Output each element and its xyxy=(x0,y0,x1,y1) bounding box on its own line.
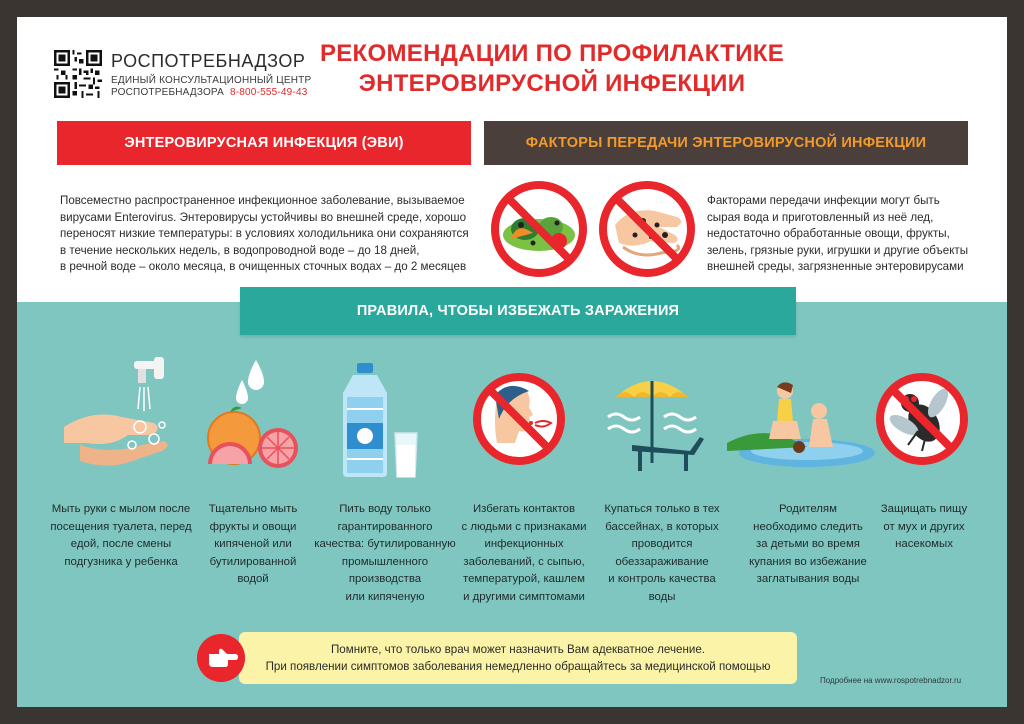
hand-washing-icon xyxy=(62,347,180,477)
pointing-hand-icon xyxy=(197,634,245,682)
rule-caption-children-swimming xyxy=(735,501,881,589)
caption-line: бассейнах, в которых xyxy=(605,520,719,533)
evi-line: в речной воде – около месяца, в очищенных сточных водах – до 2 месяцев xyxy=(60,260,467,274)
caption-line: кипяченой или xyxy=(214,538,292,551)
caption-line: промышленного xyxy=(341,555,429,568)
notice-line2: При появлении симптомов заболевания немедленно обращайтесь за медицинской помощью xyxy=(265,660,771,673)
rule-caption-fruit-washing xyxy=(189,501,317,589)
bottled-water-icon xyxy=(335,361,435,479)
fruit-washing-icon xyxy=(202,352,302,482)
factors-line: зелень, грязные руки, игрушки и другие объекты xyxy=(707,243,969,257)
caption-line: посещения туалета, перед xyxy=(50,520,192,533)
caption-line: Мыть руки с мылом после xyxy=(51,503,191,515)
no-sick-contact-icon xyxy=(469,369,569,469)
org-subtitle-line2: РОСПОТРЕБНАДЗОРА xyxy=(111,87,224,98)
caption-line: фрукты и овощи xyxy=(209,520,297,533)
caption-line: с людьми с признаками xyxy=(461,520,587,533)
caption-line: температурой, кашлем xyxy=(463,573,585,586)
evi-line: переносят низкие температуры: в условиях холодильника они сохраняются xyxy=(60,227,469,241)
pool-icon xyxy=(602,367,720,482)
caption-line: подгузника у ребенка xyxy=(64,555,178,568)
no-dirty-vegetables-icon xyxy=(487,177,591,281)
no-flies-icon xyxy=(872,369,972,469)
caption-line: Купаться только в тех xyxy=(604,503,720,515)
caption-line: инфекционных xyxy=(484,538,564,551)
caption-line: Тщательно мыть xyxy=(208,503,298,515)
caption-line: от мух и других xyxy=(883,520,965,533)
doctor-notice xyxy=(239,632,797,684)
factors-line: Факторами передачи инфекции могут быть xyxy=(707,194,940,207)
caption-line: Защищать пищу xyxy=(880,503,968,515)
evi-line: в течение нескольких недель, в водопроводной воде – до 18 дней, xyxy=(60,243,420,257)
caption-line: заглатывания воды xyxy=(756,573,860,586)
caption-line: и контроль качества xyxy=(608,573,716,586)
rule-caption-flies xyxy=(867,501,981,554)
caption-line: насекомых xyxy=(895,538,953,551)
rule-caption-hand-washing xyxy=(32,501,210,571)
caption-line: Родителям xyxy=(779,503,837,515)
factors-line: недостаточно обработанные овощи, фрукты, xyxy=(707,227,950,241)
page-title-line1: РЕКОМЕНДАЦИИ ПО ПРОФИЛАКТИКЕ xyxy=(319,40,785,67)
org-subtitle xyxy=(111,75,311,99)
page-title-line2: ЭНТЕРОВИРУСНОЙ ИНФЕКЦИИ xyxy=(358,70,746,97)
caption-line: едой, после смены xyxy=(70,538,172,551)
caption-line: водой xyxy=(237,573,269,586)
caption-line: Пить воду только xyxy=(339,503,431,515)
section-title-evi: ЭНТЕРОВИРУСНАЯ ИНФЕКЦИЯ (ЭВИ) xyxy=(57,121,471,165)
factors-description xyxy=(707,193,977,276)
caption-line: необходимо следить xyxy=(753,520,863,533)
more-info-link[interactable]: Подробнее на www.rospotrebnadzor.ru xyxy=(820,676,962,685)
rule-caption-avoid-contact xyxy=(449,501,599,607)
caption-line: Избегать контактов xyxy=(472,503,576,515)
factors-line: сырая вода и приготовленный из неё лед, xyxy=(707,210,934,224)
rule-caption-pool xyxy=(589,501,735,607)
caption-line: бутилированной xyxy=(209,555,297,568)
notice-line1: Помните, что только врач может назначить Вам адекватное лечение. xyxy=(330,643,706,656)
qr-code-icon xyxy=(54,50,102,98)
caption-line: производства xyxy=(348,573,422,586)
section-title-rules: ПРАВИЛА, ЧТОБЫ ИЗБЕЖАТЬ ЗАРАЖЕНИЯ xyxy=(240,287,796,335)
caption-line: обеззараживание xyxy=(615,555,709,568)
caption-line: качества: бутилированную xyxy=(314,538,456,551)
caption-line: проводится xyxy=(631,538,693,551)
caption-line: гарантированного xyxy=(337,520,433,533)
caption-line: и другими симптомами xyxy=(463,590,585,603)
no-dirty-hands-icon xyxy=(595,177,699,281)
poster xyxy=(17,17,1007,707)
caption-line: или кипяченую xyxy=(345,590,425,603)
factors-line: внешней среды, загрязненные энтеровирусами xyxy=(707,260,964,274)
org-name: РОСПОТРЕБНАДЗОР xyxy=(111,51,306,71)
org-subtitle-line1: ЕДИНЫЙ КОНСУЛЬТАЦИОННЫЙ ЦЕНТР xyxy=(111,75,312,86)
caption-line: заболеваний, с сыпью, xyxy=(463,555,585,568)
evi-description xyxy=(60,193,480,276)
caption-line: воды xyxy=(648,590,676,603)
page-title xyxy=(317,39,787,99)
hotline-phone: 8-800-555-49-43 xyxy=(229,87,308,98)
rule-caption-bottled-water xyxy=(310,501,460,607)
caption-line: за детьми во время xyxy=(756,538,860,551)
section-title-factors: ФАКТОРЫ ПЕРЕДАЧИ ЭНТЕРОВИРУСНОЙ ИНФЕКЦИИ xyxy=(484,121,968,165)
evi-line: Повсеместно распространенное инфекционное заболевание, вызываемое xyxy=(60,194,465,207)
children-swimming-icon xyxy=(717,367,877,477)
evi-line: вирусами Enterovirus. Энтеровирусы устойчивы во внешней среде, хорошо xyxy=(60,210,467,224)
caption-line: купания во избежание xyxy=(749,555,867,568)
